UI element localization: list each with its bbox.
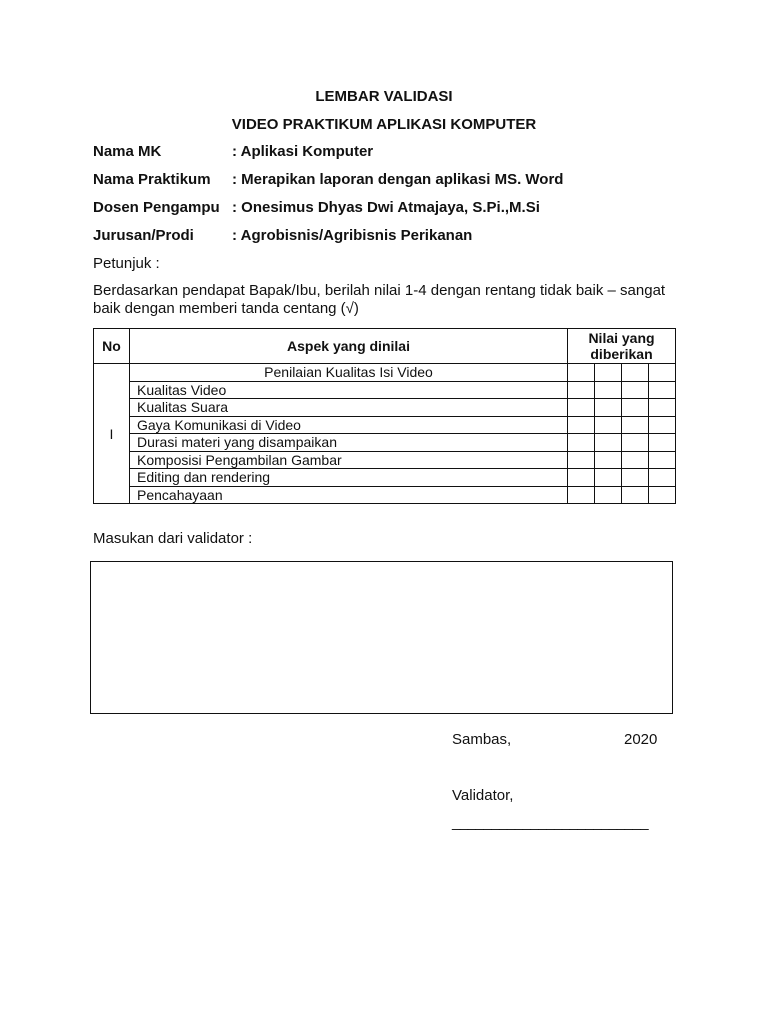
score-cell[interactable] (649, 434, 676, 452)
score-cell[interactable] (622, 381, 649, 399)
score-cell[interactable] (595, 364, 622, 382)
score-cell[interactable] (595, 469, 622, 487)
table-row (94, 416, 676, 434)
signature-validator-label: Validator, (452, 787, 514, 804)
aspek-item: Kualitas Suara (130, 399, 568, 417)
score-cell[interactable] (568, 434, 595, 452)
signature-place: Sambas, (452, 731, 512, 748)
info-jurusan-label: Jurusan/Prodi (93, 227, 194, 244)
score-cell[interactable] (622, 416, 649, 434)
info-jurusan-value: : Agrobisnis/Agribisnis Perikanan (232, 227, 473, 244)
score-cell[interactable] (568, 469, 595, 487)
score-cell[interactable] (622, 486, 649, 504)
score-cell[interactable] (595, 381, 622, 399)
table-row (94, 364, 676, 382)
section-title: Penilaian Kualitas Isi Video (130, 364, 568, 382)
info-dosen-value: : Onesimus Dhyas Dwi Atmajaya, S.Pi.,M.Si (232, 199, 540, 216)
score-cell[interactable] (649, 399, 676, 417)
section-number: I (94, 364, 130, 504)
info-dosen (93, 199, 540, 216)
info-dosen-label: Dosen Pengampu (93, 199, 220, 216)
info-praktikum-label: Nama Praktikum (93, 171, 211, 188)
aspek-item: Editing dan rendering (130, 469, 568, 487)
aspek-item: Kualitas Video (130, 381, 568, 399)
instruction-text: Berdasarkan pendapat Bapak/Ibu, berilah nilai 1-4 dengan rentang tidak baik – sangat baik dengan memberi tanda centang (√) (93, 282, 666, 317)
masukan-label: Masukan dari validator : (93, 530, 253, 547)
score-cell[interactable] (595, 434, 622, 452)
table-row (94, 451, 676, 469)
score-cell[interactable] (649, 364, 676, 382)
info-nama-mk (93, 143, 373, 160)
score-cell[interactable] (595, 416, 622, 434)
score-cell[interactable] (622, 451, 649, 469)
score-cell[interactable] (649, 451, 676, 469)
score-cell[interactable] (622, 469, 649, 487)
signature-line: _________________________ (452, 814, 649, 831)
score-cell[interactable] (622, 434, 649, 452)
info-praktikum-value: : Merapikan laporan dengan aplikasi MS. Word (232, 171, 564, 188)
table-row (94, 486, 676, 504)
table-row (94, 469, 676, 487)
table-header-row (94, 329, 676, 364)
score-cell[interactable] (649, 381, 676, 399)
score-cell[interactable] (568, 451, 595, 469)
table-row (94, 434, 676, 452)
aspek-item: Komposisi Pengambilan Gambar (130, 451, 568, 469)
document-title: LEMBAR VALIDASI (315, 88, 453, 105)
aspek-item: Durasi materi yang disampaikan (130, 434, 568, 452)
document-subtitle: VIDEO PRAKTIKUM APLIKASI KOMPUTER (231, 116, 537, 133)
score-cell[interactable] (649, 486, 676, 504)
score-cell[interactable] (568, 416, 595, 434)
table-row (94, 381, 676, 399)
info-jurusan (93, 227, 472, 244)
score-cell[interactable] (568, 486, 595, 504)
score-cell[interactable] (595, 399, 622, 417)
info-nama-mk-label: Nama MK (93, 143, 162, 160)
score-cell[interactable] (595, 486, 622, 504)
info-nama-mk-value: : Aplikasi Komputer (232, 143, 374, 160)
petunjuk-label: Petunjuk : (93, 255, 160, 272)
masukan-input-box[interactable] (90, 561, 673, 714)
aspek-item: Gaya Komunikasi di Video (130, 416, 568, 434)
table-row (94, 399, 676, 417)
score-cell[interactable] (649, 469, 676, 487)
header-aspek: Aspek yang dinilai (130, 329, 568, 364)
score-cell[interactable] (568, 399, 595, 417)
header-nilai: Nilai yang diberikan (568, 329, 676, 364)
score-cell[interactable] (568, 364, 595, 382)
signature-year: 2020 (624, 731, 658, 748)
aspek-item: Pencahayaan (130, 486, 568, 504)
info-praktikum (93, 171, 563, 188)
score-cell[interactable] (595, 451, 622, 469)
assessment-table (93, 328, 676, 504)
score-cell[interactable] (622, 399, 649, 417)
score-cell[interactable] (568, 381, 595, 399)
header-no: No (94, 329, 130, 364)
score-cell[interactable] (622, 364, 649, 382)
score-cell[interactable] (649, 416, 676, 434)
